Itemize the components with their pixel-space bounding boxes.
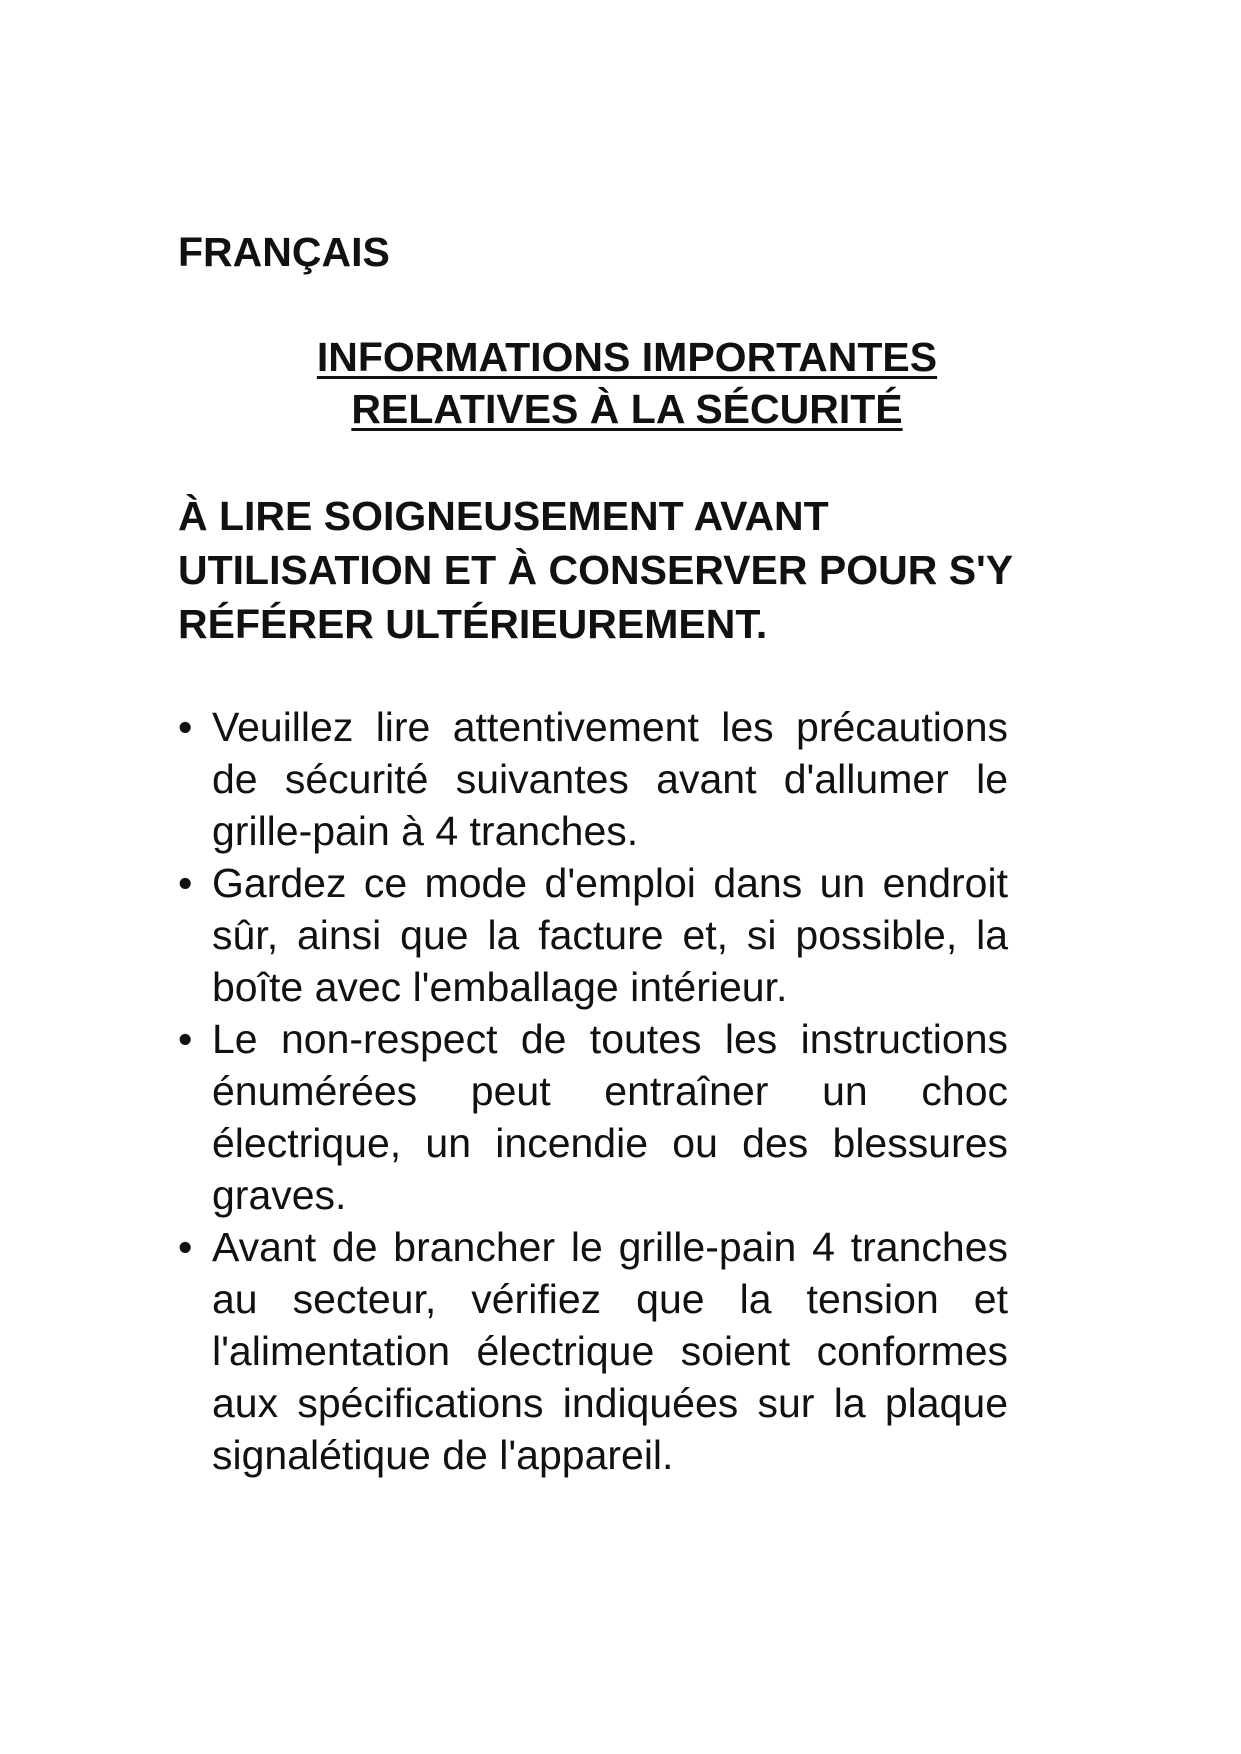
language-heading: FRANÇAIS bbox=[178, 229, 390, 275]
bullet-icon: • bbox=[178, 860, 193, 906]
bullet-icon: • bbox=[178, 1016, 193, 1062]
list-item-text: Le non-respect de toutes les instructions énumérées peut entraîner un choc électrique, un incendie ou des blessures graves. bbox=[212, 1016, 1008, 1218]
list-item-text: Veuillez lire attentivement les précautions de sécurité suivantes avant d'allumer le grille-pain à 4 tranches. bbox=[212, 704, 1008, 854]
list-item-text: Avant de brancher le grille-pain 4 tranches au secteur, vérifiez que la tension et l'alimentation électrique soient conformes aux spécifications indiquées sur la plaque signalétique de l'appareil. bbox=[212, 1224, 1008, 1478]
list-item bbox=[178, 1013, 1008, 1221]
list-item bbox=[178, 857, 1008, 1013]
list-item-text: Gardez ce mode d'emploi dans un endroit sûr, ainsi que la facture et, si possible, la boîte avec l'emballage intérieur. bbox=[212, 860, 1008, 1010]
safety-title-line-1: INFORMATIONS IMPORTANTES bbox=[316, 334, 938, 380]
safety-instructions-list bbox=[178, 701, 1008, 1481]
bullet-icon: • bbox=[178, 1224, 193, 1270]
list-item bbox=[178, 1221, 1008, 1481]
safety-title-line-2: RELATIVES À LA SÉCURITÉ bbox=[351, 386, 903, 432]
read-carefully-notice: À LIRE SOIGNEUSEMENT AVANT UTILISATION ET À CONSERVER POUR S'Y RÉFÉRER ULTÉRIEUREMENT. bbox=[178, 493, 1013, 647]
list-item bbox=[178, 701, 1008, 857]
bullet-icon: • bbox=[178, 704, 193, 750]
safety-title bbox=[178, 331, 1076, 435]
